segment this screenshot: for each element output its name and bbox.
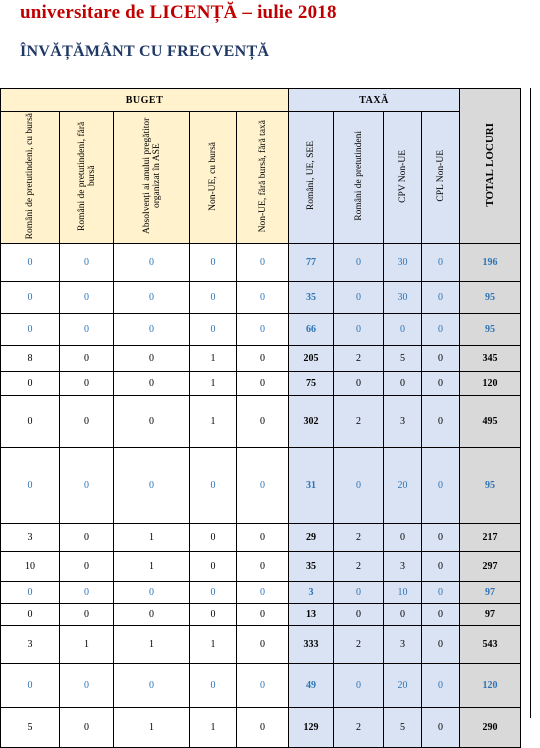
table-cell: 0 [1,664,60,708]
table-cell: 0 [422,604,460,626]
table-cell: 0 [1,372,60,396]
table-cell: 8 [1,346,60,372]
page-title: universitare de LICENȚĂ – iulie 2018 [20,2,337,23]
table-row [1,244,521,282]
table-cell: 0 [114,604,190,626]
column-header: CPV Non-UE [384,112,422,244]
table-cell: 0 [190,552,237,582]
table-cell: 13 [289,604,334,626]
table-cell: 31 [289,448,334,524]
table-cell: 0 [422,346,460,372]
table-cell: 0 [114,582,190,604]
table-cell: 0 [1,396,60,448]
table-cell: 29 [289,524,334,552]
total-cell: 97 [460,582,521,604]
table-cell: 0 [334,282,384,314]
page-edge-line [530,88,531,718]
table-cell: 0 [60,582,114,604]
column-header: Români de pretutindeni, cu bursă [1,112,60,244]
table-cell: 0 [384,372,422,396]
table-cell: 0 [60,396,114,448]
table-cell: 1 [190,346,237,372]
table-cell: 1 [190,396,237,448]
table-cell: 0 [114,664,190,708]
table-cell: 3 [384,552,422,582]
table-cell: 30 [384,244,422,282]
table-cell: 5 [384,346,422,372]
table-cell: 0 [237,372,289,396]
table-cell: 0 [422,372,460,396]
table-cell: 0 [237,582,289,604]
table-row [1,552,521,582]
table-cell: 0 [422,282,460,314]
table-row [1,604,521,626]
table-cell: 0 [422,314,460,346]
column-header: Non-UE, fără bursă, fără taxă [237,112,289,244]
column-header: CPL Non-UE [422,112,460,244]
table-cell: 0 [334,314,384,346]
table-cell: 0 [60,314,114,346]
table-cell: 0 [237,524,289,552]
total-cell: 543 [460,626,521,664]
table-row [1,524,521,552]
table-cell: 5 [384,708,422,748]
table-row [1,282,521,314]
total-cell: 345 [460,346,521,372]
table-cell: 0 [1,244,60,282]
table-cell: 0 [60,664,114,708]
admission-places-table [0,88,521,748]
table-cell: 0 [422,524,460,552]
table-cell: 0 [190,604,237,626]
table-row [1,626,521,664]
column-header: Români de pretutindeni, fără bursă [60,112,114,244]
table-cell: 0 [1,448,60,524]
total-cell: 97 [460,604,521,626]
table-cell: 0 [422,664,460,708]
total-cell: 95 [460,282,521,314]
table-cell: 0 [422,244,460,282]
column-header: Români de pretutindeni [334,112,384,244]
table-cell: 0 [237,314,289,346]
table-row [1,346,521,372]
table-cell: 0 [334,372,384,396]
table-cell: 0 [237,448,289,524]
total-cell: 95 [460,314,521,346]
table-cell: 1 [114,626,190,664]
table-cell: 1 [114,552,190,582]
column-header: Români, UE, SEE [289,112,334,244]
table-cell: 0 [384,314,422,346]
table-cell: 20 [384,664,422,708]
table-row [1,582,521,604]
table-cell: 2 [334,708,384,748]
table-cell: 0 [190,244,237,282]
table-cell: 0 [422,582,460,604]
table-cell: 129 [289,708,334,748]
table-row [1,314,521,346]
table-cell: 0 [114,396,190,448]
table-cell: 1 [114,708,190,748]
table-cell: 5 [1,708,60,748]
table-row [1,372,521,396]
group-header-buget: BUGET [1,89,289,112]
table-cell: 0 [60,552,114,582]
table-cell: 0 [60,372,114,396]
table-cell: 0 [114,448,190,524]
table-cell: 0 [190,282,237,314]
total-cell: 196 [460,244,521,282]
table-cell: 0 [334,604,384,626]
column-header: Absolvenți ai anului pregătitor organizat în ASE [114,112,190,244]
total-cell: 95 [460,448,521,524]
table-cell: 0 [237,244,289,282]
table-cell: 0 [190,524,237,552]
table-cell: 0 [237,626,289,664]
table-cell: 0 [60,604,114,626]
table-cell: 0 [422,448,460,524]
table-row [1,396,521,448]
table-cell: 77 [289,244,334,282]
table-cell: 0 [334,664,384,708]
table-cell: 1 [60,626,114,664]
table-cell: 2 [334,346,384,372]
table-cell: 3 [384,396,422,448]
table-cell: 3 [1,524,60,552]
table-cell: 0 [190,448,237,524]
total-cell: 495 [460,396,521,448]
column-header: Non-UE, cu bursă [190,112,237,244]
table-cell: 0 [60,282,114,314]
column-header-total: TOTAL LOCURI [460,89,521,244]
table-cell: 0 [237,346,289,372]
table-cell: 35 [289,552,334,582]
table-cell: 3 [1,626,60,664]
total-cell: 120 [460,664,521,708]
table-cell: 0 [334,582,384,604]
table-cell: 0 [384,524,422,552]
table-cell: 49 [289,664,334,708]
table-row [1,664,521,708]
table-cell: 0 [422,626,460,664]
total-cell: 120 [460,372,521,396]
table-cell: 0 [422,552,460,582]
table-cell: 1 [190,708,237,748]
total-cell: 290 [460,708,521,748]
total-cell: 217 [460,524,521,552]
table-cell: 0 [60,346,114,372]
table-cell: 0 [334,448,384,524]
table-cell: 2 [334,626,384,664]
table-cell: 1 [190,626,237,664]
table-cell: 0 [190,664,237,708]
table-cell: 1 [114,524,190,552]
table-cell: 0 [1,604,60,626]
table-row [1,448,521,524]
table-cell: 1 [190,372,237,396]
table-cell: 0 [237,664,289,708]
table-cell: 0 [237,708,289,748]
table-cell: 0 [334,244,384,282]
table-cell: 0 [237,396,289,448]
table-cell: 333 [289,626,334,664]
table-row [1,708,521,748]
section-subtitle: ÎNVĂȚĂMÂNT CU FRECVENȚĂ [20,43,270,60]
table-cell: 0 [114,314,190,346]
table-cell: 0 [237,604,289,626]
table-cell: 0 [60,448,114,524]
total-cell: 297 [460,552,521,582]
table-cell: 3 [384,626,422,664]
table-cell: 2 [334,524,384,552]
table-cell: 205 [289,346,334,372]
table-cell: 0 [422,396,460,448]
table-cell: 0 [114,346,190,372]
group-header-taxa: TAXĂ [289,89,460,112]
table-cell: 0 [1,314,60,346]
table-cell: 10 [1,552,60,582]
table-cell: 0 [190,314,237,346]
table-cell: 66 [289,314,334,346]
table-cell: 3 [289,582,334,604]
table-cell: 0 [60,524,114,552]
table-cell: 0 [114,372,190,396]
table-cell: 0 [114,244,190,282]
table-cell: 0 [422,708,460,748]
table-cell: 0 [1,582,60,604]
table-cell: 2 [334,552,384,582]
table-cell: 0 [114,282,190,314]
table-cell: 2 [334,396,384,448]
table-cell: 10 [384,582,422,604]
table-cell: 35 [289,282,334,314]
table-cell: 0 [60,708,114,748]
table-cell: 75 [289,372,334,396]
table-cell: 0 [384,604,422,626]
table-cell: 0 [237,282,289,314]
table-cell: 302 [289,396,334,448]
table-cell: 0 [190,582,237,604]
table-cell: 30 [384,282,422,314]
table-cell: 0 [60,244,114,282]
table-cell: 0 [237,552,289,582]
table-cell: 0 [1,282,60,314]
table-cell: 20 [384,448,422,524]
